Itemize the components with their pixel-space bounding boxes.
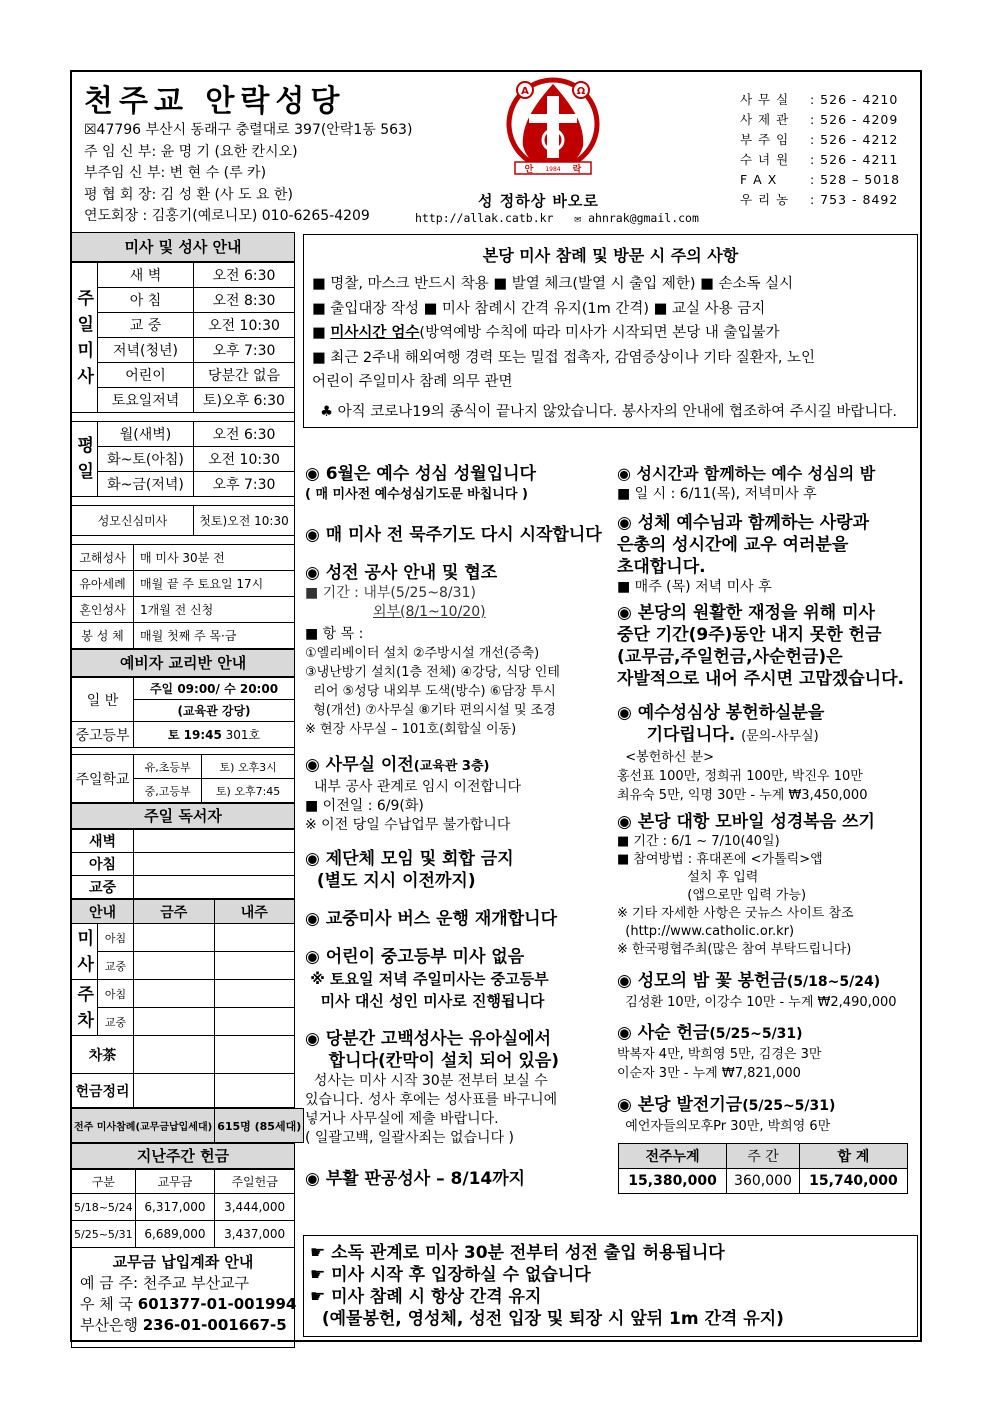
- notice-heading: ◉ 본당의 원활한 재정을 위해 미사: [617, 603, 875, 623]
- weekday-mass-table: [71, 421, 295, 497]
- sunday-mass-table: [71, 262, 295, 413]
- notice-line: ③냉난방기 설치(1층 전체) ④강당, 식당 인테: [305, 665, 560, 680]
- prayer-leader: 연도회장 : 김홍기(예로니모) 010-6265-4209: [84, 208, 370, 224]
- website-link[interactable]: http://allak.catb.kr: [415, 211, 554, 225]
- notice-line: 리어 ⑤성당 내외부 도색(방수) ⑥담장 투시: [305, 684, 556, 699]
- youth-time: 토 19:45: [167, 728, 222, 742]
- notice-line: (http://www.catholic.or.kr): [617, 924, 795, 939]
- logo-rak: 락: [572, 165, 582, 175]
- sunday-school-table: [71, 754, 295, 803]
- youth-label: 중고등부: [72, 722, 134, 748]
- holy-hour-notice: [617, 463, 875, 504]
- mass-time: 오전 10:30: [194, 313, 295, 338]
- reader-row-label: 새벽: [72, 830, 134, 853]
- general-place: (교육관 강당): [134, 700, 295, 722]
- adoration-notice: [617, 512, 869, 597]
- reader-row-label: 교중: [72, 876, 134, 899]
- mass-time: 당분간 없음: [194, 363, 295, 388]
- office-notice: [305, 754, 521, 835]
- contact-value: : 526 - 4210: [810, 92, 899, 107]
- general-label: 일 반: [72, 678, 134, 722]
- bottom-notice-line: ☛ 미사 참례 시 항상 간격 유지: [310, 1287, 542, 1307]
- notice-heading: ◉ 본당 대항 모바일 성경복음 쓰기: [617, 812, 875, 832]
- mass-time: 첫토)오전 10:30: [194, 506, 295, 536]
- notice-line: ■ 최근 2주내 해외여행 경력 또는 밀접 접촉자, 감염증상이나 기타 질환자, 노인: [312, 349, 816, 366]
- mass-name: 어린이: [98, 363, 194, 388]
- notice-heading: ◉ 6월은 예수 성심 성월입니다: [305, 464, 536, 484]
- totals-col-head: 주 간: [727, 1144, 800, 1169]
- logo-omega: Ω: [576, 86, 586, 97]
- notice-line: 성사는 미사 시작 30분 전부터 보실 수: [305, 1073, 548, 1089]
- contact-label: F A X: [740, 172, 778, 187]
- notice-line: 있습니다. 성사 후에는 성사표를 바구니에: [305, 1092, 558, 1108]
- notice-heading-small: (5/25~5/31): [709, 1026, 803, 1042]
- development-notice: [617, 1094, 835, 1136]
- notice-line: ※ 기타 자세한 사항은 굿뉴스 사이트 참조: [617, 906, 854, 921]
- attendance-table: [71, 1108, 304, 1143]
- sacrament-value: 매월 첫째 주 목·금: [134, 623, 295, 649]
- fund-totals-table: [618, 1143, 908, 1194]
- notice-heading: ◉ 교중미사 버스 운행 재개합니다: [305, 909, 557, 929]
- notice-strong: 미사시간 엄수: [330, 325, 420, 341]
- account-value: 601377-01-001994: [137, 1295, 297, 1313]
- mass-time: 오후 7:30: [194, 472, 295, 497]
- logo-alpha: A: [521, 86, 529, 97]
- notice-line: 홍선표 100만, 정희귀 100만, 박진우 10만: [617, 769, 863, 784]
- account-value: 천주교 부산교구: [142, 1274, 250, 1292]
- notice-heading-small: (5/18~5/24): [786, 974, 881, 990]
- mass-time: 오전 6:30: [194, 263, 295, 288]
- weekday-mass-label-text: 평일: [77, 436, 94, 482]
- totals-value: 15,380,000: [619, 1169, 727, 1194]
- school-time: 토) 오후3시: [202, 755, 295, 779]
- attendance-value: 615명 (85세대): [215, 1109, 304, 1143]
- sacrament-value: 매 미사 30분 전: [134, 545, 295, 571]
- mass-time: 토)오후 6:30: [194, 388, 295, 413]
- notice-line: 박복자 4만, 박희영 5만, 김경은 3만: [617, 1047, 822, 1062]
- notice-line: ①엘리베이터 설치 ②주방시설 개선(증축): [305, 646, 540, 661]
- totals-value: 15,740,000: [799, 1169, 907, 1194]
- notice-heading: ◉ 사순 헌금: [617, 1023, 710, 1043]
- account-label: 부산은행: [80, 1316, 138, 1334]
- bottom-notice-line: (예물봉헌, 영성체, 성전 입장 및 퇴장 시 앞뒤 1m 간격 유지): [310, 1309, 784, 1329]
- right-column: [617, 436, 917, 1236]
- contact-row: [740, 90, 900, 110]
- notice-heading: 자발적으로 내어 주시면 고맙겠습니다.: [617, 669, 904, 689]
- sacrament-name: 혼인성사: [72, 597, 134, 623]
- bottom-notice-line: ☛ 미사 시작 후 입장하실 수 없습니다: [310, 1265, 591, 1285]
- notice-heading: ◉ 당분간 고백성사는 유아실에서: [305, 1029, 552, 1049]
- bus-notice: [305, 908, 557, 930]
- logo-an: 안: [524, 165, 534, 175]
- bible-notice: [617, 811, 875, 959]
- web-contact: [415, 211, 699, 225]
- notice-heading-small: (문의-사무실): [741, 729, 819, 744]
- notice-line: <봉헌하신 분>: [617, 750, 714, 765]
- weekday-mass-label: [72, 422, 98, 497]
- notice-line: 외부(8/1~10/20): [373, 604, 486, 620]
- notice-heading-small: (교육관 3층): [413, 759, 490, 774]
- catechumen-heading: 예비자 교리반 안내: [71, 649, 295, 677]
- notice-line: (앱으로만 입력 가능): [617, 888, 807, 903]
- notice-line: ※ 현장 사무실 – 101호(회합실 이동): [305, 722, 517, 737]
- notice-heading: ◉ 성전 공사 안내 및 협조: [305, 563, 498, 583]
- guide-sub-label: 아침: [98, 980, 134, 1008]
- confession-notice: [305, 1028, 559, 1148]
- mass-time: 오전 8:30: [194, 288, 295, 313]
- mass-time: 오전 6:30: [194, 422, 295, 447]
- notice-heading: ◉ 사무실 이전: [305, 755, 414, 775]
- address: ☒47796 부산시 동래구 충렬대로 397(안락1동 563): [84, 122, 413, 138]
- guide-col-head: 금주: [134, 900, 215, 924]
- assistant-pastor: 부주임 신 부: 변 현 수 (루 카): [84, 165, 267, 181]
- notice-line: 김성환 10만, 이강수 10만 - 누계 ₩2,490,000: [617, 995, 897, 1010]
- mass-name: 화~토(아침): [98, 447, 194, 472]
- notice-line: 내부 공사 관계로 임시 이전합니다: [305, 779, 522, 795]
- mass-time: 오후 7:30: [194, 338, 295, 363]
- guide-col-head: 안내: [72, 900, 134, 924]
- notice-line: ■ 일 시 : 6/11(목), 저녁미사 후: [617, 486, 817, 502]
- notice-heading: ◉ 예수성심상 봉헌하실분을: [617, 703, 825, 723]
- contact-row: [740, 130, 900, 150]
- contact-label: 사 무 실: [740, 92, 790, 107]
- offering-col-head: 주일헌금: [215, 1170, 295, 1194]
- notice-heading: (교무금,주일헌금,사순헌금)은: [617, 647, 843, 667]
- sacrament-name: 봉 성 체: [72, 623, 134, 649]
- notice-line: 넣거나 사무실에 제출 바랍니다.: [305, 1111, 499, 1127]
- notice-heading: 합니다(칸막이 설치 되어 있음): [305, 1051, 560, 1071]
- sacrament-name: 고해성사: [72, 545, 134, 571]
- sacrament-value: 매월 끝 주 토요일 17시: [134, 571, 295, 597]
- offering-label: 헌금정리: [72, 1074, 134, 1108]
- email-link[interactable]: ✉ ahnrak@gmail.com: [574, 211, 699, 225]
- offering-period: 5/18~5/24: [72, 1194, 136, 1221]
- sacrament-table: [71, 544, 295, 649]
- account-label: 예 금 주:: [80, 1274, 139, 1292]
- mass-name: 교 중: [98, 313, 194, 338]
- mass-name: 성모신심미사: [72, 506, 194, 536]
- flower-notice: [617, 970, 897, 1012]
- sacrament-name: 유아세례: [72, 571, 134, 597]
- guide-mass-text: 미사: [77, 928, 94, 975]
- notice-line: 설치 후 입력: [617, 870, 759, 885]
- notice-line: 미사 대신 성인 미사로 진행됩니다: [305, 992, 545, 1010]
- notice-line: ■ 출입대장 작성 ■ 미사 참례시 간격 유지(1m 간격) ■ 교실 사용 금지: [312, 300, 766, 317]
- notice-line: ※ 한국평협주최(많은 참여 부탁드립니다): [617, 942, 852, 957]
- left-column: [71, 232, 302, 1348]
- notice-title: 본당 미사 참례 및 방문 시 주의 사항: [482, 246, 739, 265]
- catechumen-table: [71, 677, 295, 748]
- notice-line: 형(개선) ⑦사무실 ⑧기타 편의시설 및 조경: [305, 703, 556, 718]
- notice-line: 예언자들의모후Pr 30만, 박희영 6만: [617, 1119, 831, 1134]
- statue-notice: [617, 702, 867, 805]
- parish-logo-icon: [503, 76, 603, 176]
- mass-name: 토요일저녁: [98, 388, 194, 413]
- general-time: 주일 09:00/ 수 20:00: [134, 678, 295, 700]
- offering-col-head: 구분: [72, 1170, 136, 1194]
- notice-line: ■ 매주 (목) 저녁 미사 후: [617, 579, 772, 595]
- notice-line: ※ 토요일 저녁 주일미사는 중고등부: [305, 970, 549, 988]
- contact-label: 사 제 관: [740, 112, 790, 127]
- account-heading: 교무금 납입계좌 안내: [112, 1253, 254, 1271]
- school-time: 토) 오후7:45: [202, 779, 295, 803]
- notice-line: ■ 명찰, 마스크 반드시 착용 ■ 발열 체크(발열 시 출입 제한) ■ 손소독 실시: [312, 276, 794, 292]
- guide-sub-label: 아침: [98, 924, 134, 952]
- school-name: 유,초등부: [134, 755, 202, 779]
- june-notice: [305, 463, 536, 504]
- notice-box: [303, 234, 918, 428]
- offering-sunday: 3,437,000: [215, 1221, 295, 1248]
- marian-mass-table: [71, 505, 295, 536]
- notice-line: ■ 미사시간 엄수(방역예방 수칙에 따라 미사가 시작되면 본당 내 출입불가: [312, 325, 780, 341]
- mass-name: 저녁(청년): [98, 338, 194, 363]
- mass-schedule-heading: 미사 및 성사 안내: [71, 232, 295, 262]
- contact-row: [740, 150, 900, 170]
- notice-sub: ( 매 미사전 예수성심기도문 바칩니다 ): [305, 487, 528, 502]
- mass-time: 오전 10:30: [194, 447, 295, 472]
- offering-sunday: 3,444,000: [215, 1194, 295, 1221]
- notice-heading: (별도 지시 이전까지): [305, 871, 476, 891]
- finance-notice: [617, 602, 904, 690]
- lent-notice: [617, 1022, 821, 1083]
- school-name: 중,고등부: [134, 779, 202, 803]
- sunday-mass-label: [72, 263, 98, 413]
- notice-line: ■ 기간 : 6/1 ~ 7/10(40일): [617, 834, 780, 849]
- meetings-notice: [305, 848, 514, 892]
- easter-notice: [305, 1168, 525, 1190]
- middle-column: [305, 436, 610, 1236]
- children-notice: [305, 946, 549, 1012]
- offering-tithe: 6,317,000: [135, 1194, 215, 1221]
- contact-row: [740, 110, 900, 130]
- contact-label: 우 리 농: [740, 192, 790, 207]
- mass-name: 새 벽: [98, 263, 194, 288]
- notice-heading: ◉ 매 미사 전 묵주기도 다시 시작합니다: [305, 525, 602, 545]
- notice-foot: ♣ 아직 코로나19의 종식이 끝나지 않았습니다. 봉사자의 안내에 협조하여 주시길 바랍니다.: [320, 404, 898, 420]
- account-label: 우 체 국: [80, 1295, 134, 1313]
- reader-row-label: 아침: [72, 853, 134, 876]
- contact-value: : 526 - 4212: [810, 132, 899, 147]
- notice-heading: 초대합니다.: [617, 557, 706, 577]
- parish-title: 천주교 안락성당: [84, 84, 346, 119]
- mass-name: 아 침: [98, 288, 194, 313]
- parish-info: [84, 120, 412, 228]
- notice-line: ■ 참여방법 : 휴대폰에 <가톨릭>앱: [617, 852, 823, 867]
- notice-heading: 기다립니다.: [617, 725, 736, 745]
- contact-value: : 528 – 5018: [810, 172, 901, 187]
- guide-table: [71, 899, 295, 1108]
- youth-room: 301호: [225, 728, 261, 742]
- offering-tithe: 6,689,000: [135, 1221, 215, 1248]
- contact-list: [740, 90, 900, 210]
- notice-line: ■ 이전일 : 6/9(화): [305, 798, 424, 814]
- contact-row: [740, 190, 900, 210]
- bottom-notice-box: [303, 1235, 918, 1337]
- offering-col-head: 교무금: [135, 1170, 215, 1194]
- notice-heading: ◉ 성모의 밤 꽃 봉헌금: [617, 971, 787, 991]
- notice-heading: ◉ 어린이 중고등부 미사 없음: [305, 947, 525, 967]
- readers-table: [71, 829, 295, 899]
- guide-mass-label: [72, 924, 98, 980]
- readers-heading: 주일 독서자: [71, 803, 295, 829]
- totals-value: 360,000: [727, 1169, 800, 1194]
- notice-heading: ◉ 본당 발전기금: [617, 1095, 743, 1115]
- notice-line: ※ 이전 당일 수납업무 불가합니다: [305, 817, 511, 833]
- guide-sub-label: 교중: [98, 1008, 134, 1036]
- notice-line: 최유숙 5만, 익명 30만 - 누계 ₩3,450,000: [617, 788, 868, 803]
- sacrament-value: 1개월 전 신청: [134, 597, 295, 623]
- offering-period: 5/25~5/31: [72, 1221, 136, 1248]
- patron-saint: 성 정하상 바오로: [478, 192, 599, 210]
- account-box: [71, 1248, 295, 1348]
- contact-row: [740, 170, 900, 190]
- contact-label: 부 주 임: [740, 132, 790, 147]
- bottom-notice-line: ☛ 소독 관계로 미사 30분 전부터 성전 출입 허용됩니다: [310, 1243, 725, 1263]
- notice-line: ■ 항 목 :: [305, 626, 364, 642]
- mass-name: 월(새벽): [98, 422, 194, 447]
- logo-year: 1984: [545, 166, 561, 173]
- offering-heading: 지난주간 헌금: [71, 1143, 295, 1169]
- notice-heading: 중단 기간(9주)동안 내지 못한 헌금: [617, 625, 882, 645]
- notice-line: ( 일괄고백, 일괄사죄는 없습니다 ): [305, 1130, 514, 1146]
- guide-parking-label: [72, 980, 98, 1036]
- pastor: 주 임 신 부: 윤 명 기 (요한 칸시오): [84, 143, 298, 160]
- notice-heading: ◉ 성시간과 함께하는 예수 성심의 밤: [617, 464, 876, 483]
- notice-rest: (방역예방 수칙에 따라 미사가 시작되면 본당 내 출입불가: [419, 325, 780, 341]
- sunday-mass-label-text: 주일미사: [77, 288, 94, 387]
- mass-name: 화~금(저녁): [98, 472, 194, 497]
- notice-line: 어린이 주일미사 참례 의무 관면: [312, 374, 513, 390]
- attendance-label: 전주 미사참례(교무금납입세대): [72, 1109, 215, 1143]
- notice-heading-small: (5/25~5/31): [742, 1098, 836, 1114]
- rosary-notice: [305, 524, 602, 546]
- notice-line: 이순자 3만 - 누계 ₩7,821,000: [617, 1066, 801, 1081]
- notice-heading: ◉ 제단체 모임 및 회합 금지: [305, 849, 514, 869]
- tea-label: 차茶: [72, 1036, 134, 1074]
- contact-label: 수 녀 원: [740, 152, 790, 167]
- sunday-school-label: 주일학교: [72, 755, 134, 803]
- guide-parking-text: 주차: [77, 984, 94, 1031]
- guide-sub-label: 교중: [98, 952, 134, 980]
- notice-heading: ◉ 부활 판공성사 – 8/14까지: [305, 1169, 526, 1189]
- account-value: 236-01-001667-5: [142, 1316, 287, 1334]
- council-president: 평 협 회 장: 김 성 환 (사 도 요 한): [84, 186, 293, 203]
- offering-table: [71, 1169, 295, 1248]
- construction-notice: [305, 562, 560, 739]
- contact-value: : 753 - 8492: [810, 192, 899, 207]
- contact-value: : 526 - 4211: [810, 152, 899, 167]
- contact-value: : 526 - 4209: [810, 112, 899, 127]
- totals-col-head: 합 계: [799, 1144, 907, 1169]
- guide-col-head: 내주: [214, 900, 295, 924]
- notice-heading: 은총의 성시간에 교우 여러분을: [617, 535, 849, 555]
- notice-heading: ◉ 성체 예수님과 함께하는 사랑과: [617, 513, 869, 533]
- notice-lines: [312, 272, 815, 395]
- totals-col-head: 전주누계: [619, 1144, 727, 1169]
- notice-line: ■ 기간 : 내부(5/25~8/31): [305, 585, 476, 601]
